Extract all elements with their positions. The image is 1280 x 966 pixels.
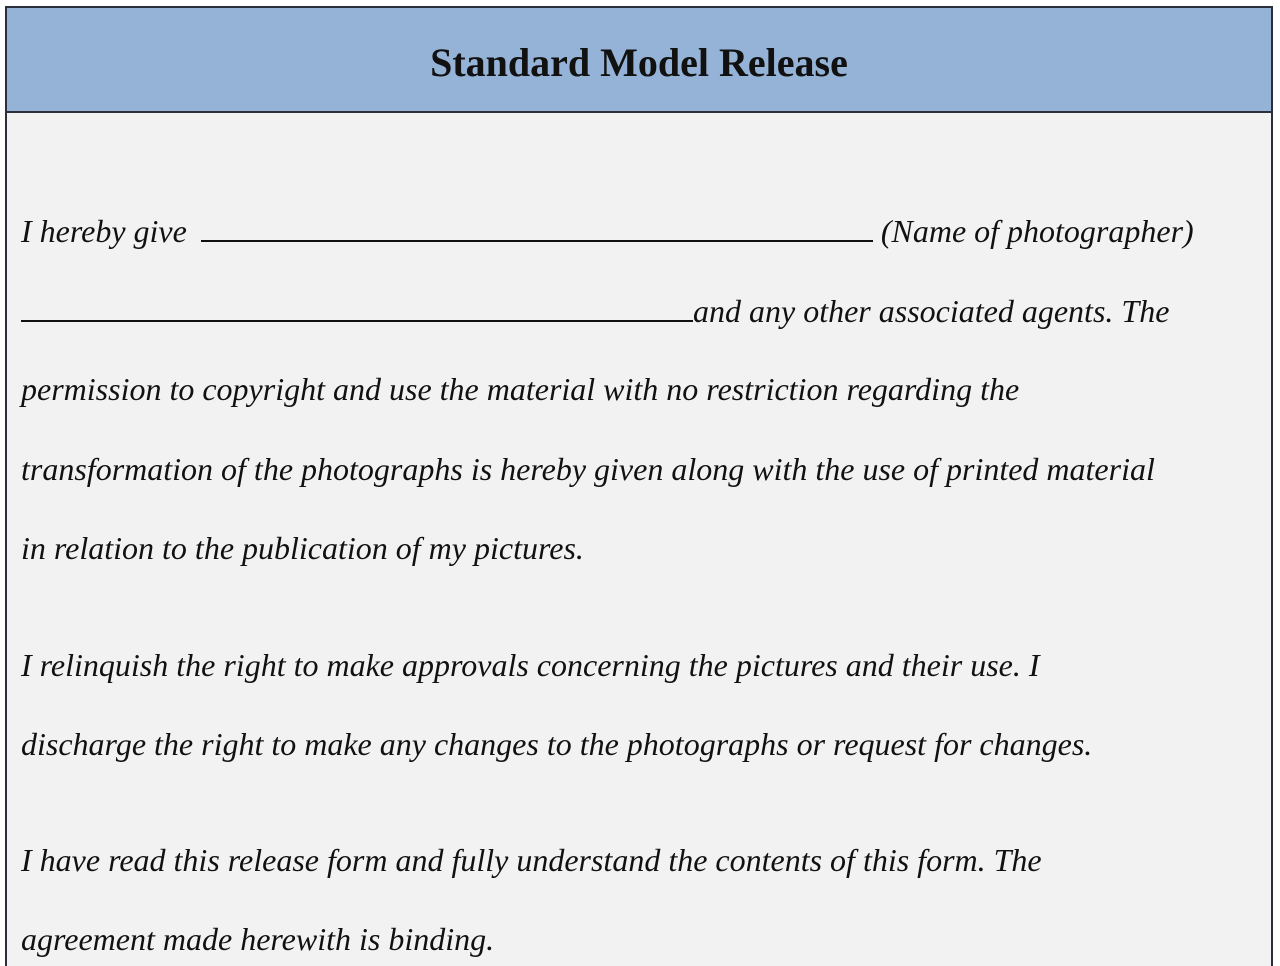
paragraph1-line1	[21, 210, 1194, 251]
release-form-document	[5, 6, 1273, 966]
paragraph1-line5: in relation to the publication of my pictures.	[21, 530, 584, 566]
paragraph3-line1: I have read this release form and fully understand the contents of this form. The	[21, 842, 1042, 878]
paragraph2-line2: discharge the right to make any changes to the photographs or request for changes.	[21, 726, 1093, 762]
page-title: Standard Model Release	[430, 40, 848, 85]
hereby-give-label: I hereby give	[21, 213, 187, 249]
paragraph3-line2: agreement made herewith is binding.	[21, 921, 495, 957]
associated-agents-blank[interactable]	[21, 290, 693, 322]
paragraph1-line4: transformation of the photographs is hereby given along with the use of printed material	[21, 451, 1155, 487]
header-bar	[7, 8, 1271, 113]
photographer-name-hint: (Name of photographer)	[880, 213, 1194, 249]
paragraph1-line3: permission to copyright and use the material with no restriction regarding the	[21, 371, 1020, 407]
photographer-name-blank[interactable]	[201, 210, 873, 242]
paragraph2-line1: I relinquish the right to make approvals concerning the pictures and their use. I	[21, 647, 1040, 683]
paragraph1-line2	[21, 290, 1169, 331]
associated-agents-text: and any other associated agents. The	[693, 293, 1170, 329]
